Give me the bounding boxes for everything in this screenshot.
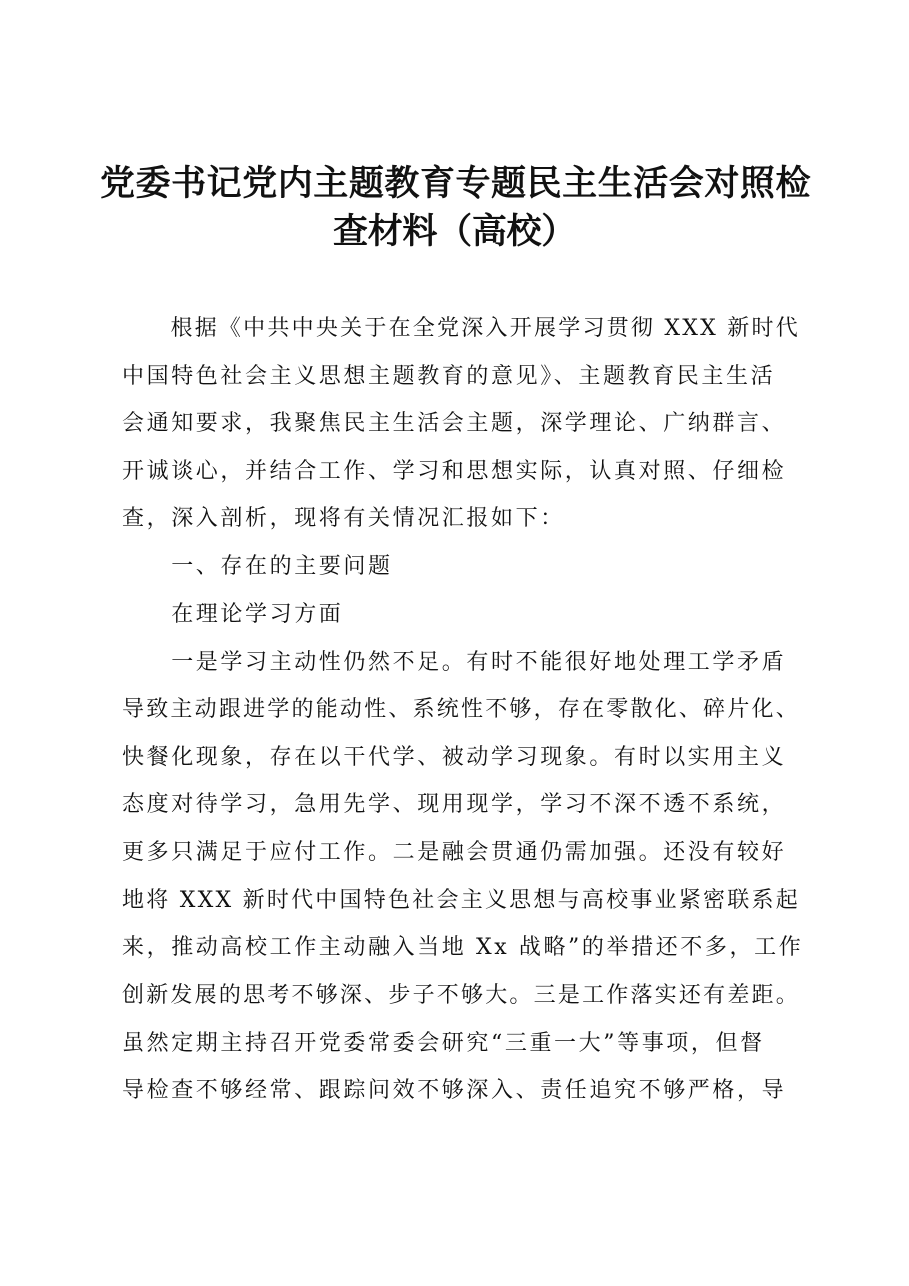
body-text-line: 更多只满足于应付工作。二是融会贯通仍需加强。还没有较好 — [122, 840, 787, 865]
body-text-line: 态度对待学习，急用先学、现用现学，学习不深不透不系统， — [122, 792, 787, 817]
body-text-line: 导致主动跟进学的能动性、系统性不够，存在零散化、碎片化、 — [122, 697, 800, 722]
document-title-line-2: 查材料（高校） — [332, 212, 576, 252]
document-title-line-1: 党委书记党内主题教育专题民主生活会对照检 — [100, 164, 812, 204]
body-text-line: 会通知要求，我聚焦民主生活会主题，深学理论、广纳群言、 — [122, 411, 787, 436]
body-text-line: 一是学习主动性仍然不足。有时不能很好地处理工学矛盾 — [122, 650, 787, 675]
body-text-line: 创新发展的思考不够深、步子不够大。三是工作落实还有差距。 — [122, 983, 800, 1008]
body-text-line: 开诚谈心，并结合工作、学习和思想实际，认真对照、仔细检 — [122, 459, 787, 484]
body-text-line: 根据《中共中央关于在全党深入开展学习贯彻 XXX 新时代 — [122, 316, 800, 341]
body-text-line: 查，深入剖析，现将有关情况汇报如下： — [122, 506, 565, 531]
body-text-line: 地将 XXX 新时代中国特色社会主义思想与高校事业紧密联系起 — [122, 888, 800, 913]
body-text-line: 来，推动高校工作主动融入当地 Xx 战略”的举措还不多，工作 — [122, 935, 804, 960]
section-heading: 一、存在的主要问题 — [122, 554, 393, 579]
body-text-line: 中国特色社会主义思想主题教育的意见》、主题教育民主生活 — [122, 364, 776, 389]
body-text-line: 快餐化现象，存在以干代学、被动学习现象。有时以实用主义 — [122, 745, 787, 770]
body-text-line: 导检查不够经常、跟踪问效不够深入、责任追究不够严格，导 — [122, 1078, 787, 1103]
subsection-heading: 在理论学习方面 — [122, 602, 344, 627]
body-text-line: 虽然定期主持召开党委常委会研究“三重一大”等事项，但督 — [122, 1031, 765, 1056]
